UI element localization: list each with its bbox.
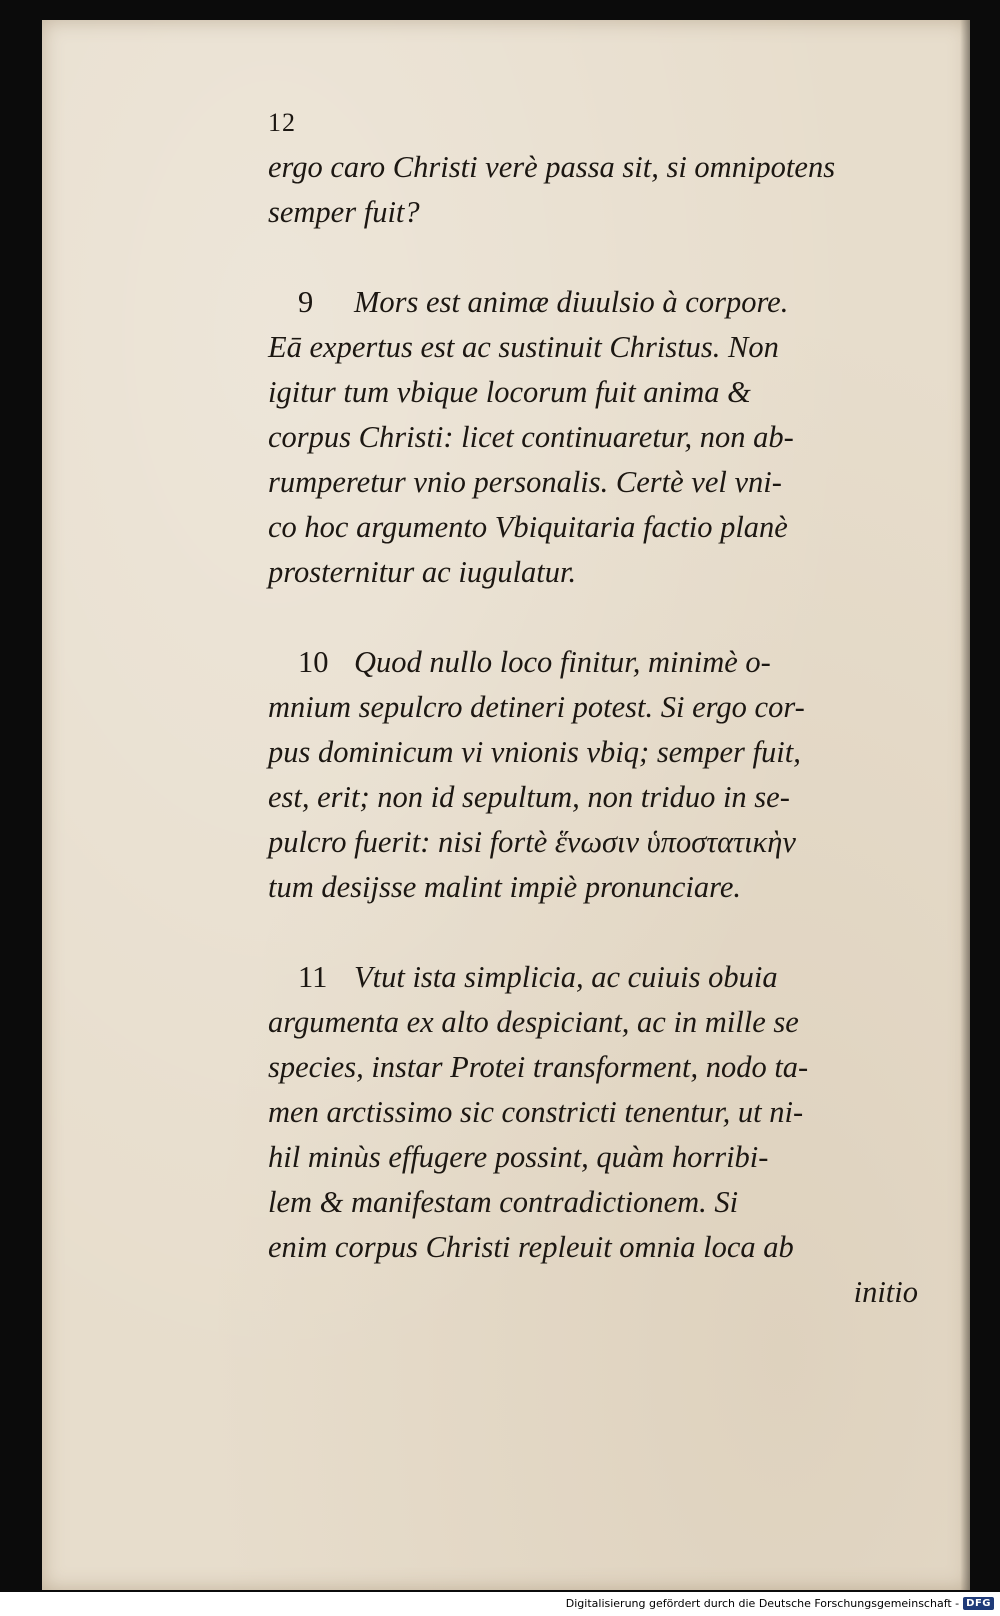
text-line: mnium sepulcro detineri potest. Si ergo cor- — [268, 690, 805, 724]
page-number: 12 — [268, 108, 296, 137]
text-line: enim corpus Christi repleuit omnia loca ab — [268, 1230, 794, 1264]
text-line: ergo caro Christi verè passa sit, si omnipotens — [268, 150, 836, 184]
text-line: Vtut ista simplicia, ac cuiuis obuia — [354, 960, 778, 994]
text-line: hil minùs effugere possint, quàm horribi- — [268, 1140, 769, 1174]
page-edge-shadow — [960, 20, 970, 1590]
text-line: pus dominicum vi vnionis vbiq; semper fuit, — [268, 735, 801, 769]
paragraph-gap — [268, 910, 918, 955]
paragraph-number: 10 — [298, 645, 329, 679]
text-line: pulcro fuerit: nisi fortè ἕνωσιν ὑποστατικὴν — [268, 825, 796, 859]
paragraph-number: 9 — [298, 285, 314, 319]
text-line: Quod nullo loco finitur, minimè o- — [354, 645, 771, 679]
text-line: lem & manifestam contradictionem. Si — [268, 1185, 739, 1219]
text-line: Mors est animæ diuulsio à corpore. — [354, 285, 789, 319]
text-line: corpus Christi: licet continuaretur, non ab- — [268, 420, 794, 454]
text-line: rumperetur vnio personalis. Certè vel vni- — [268, 465, 782, 499]
text-line: prosternitur ac iugulatur. — [268, 555, 577, 589]
text-line: Eā expertus est ac sustinuit Christus. Non — [268, 330, 779, 364]
book-page — [42, 20, 970, 1590]
text-line: est, erit; non id sepultum, non triduo in se- — [268, 780, 790, 814]
paragraph-gap — [268, 235, 918, 280]
text-line: co hoc argumento Vbiquitaria factio planè — [268, 510, 788, 544]
text-line: semper fuit? — [268, 195, 420, 229]
text-line: igitur tum vbique locorum fuit anima & — [268, 375, 751, 409]
text-line: species, instar Protei transforment, nodo ta- — [268, 1050, 809, 1084]
paragraph-10-first-line — [268, 640, 918, 685]
text-line: men arctissimo sic constricti tenentur, ut ni- — [268, 1095, 804, 1129]
text-line: argumenta ex alto despiciant, ac in mille se — [268, 1005, 799, 1039]
catchword: initio — [853, 1275, 918, 1309]
page-text — [268, 105, 918, 1315]
digitization-footer — [566, 1592, 994, 1614]
paragraph-number: 11 — [298, 960, 328, 994]
paragraph-gap — [268, 595, 918, 640]
paragraph-11-first-line — [268, 955, 918, 1000]
paragraph-9-first-line — [268, 280, 918, 325]
dfg-logo: DFG — [963, 1597, 994, 1610]
text-line: tum desijsse malint impiè pronunciare. — [268, 870, 741, 904]
footer-text: Digitalisierung gefördert durch die Deutsche Forschungsgemeinschaft - — [565, 1596, 960, 1610]
